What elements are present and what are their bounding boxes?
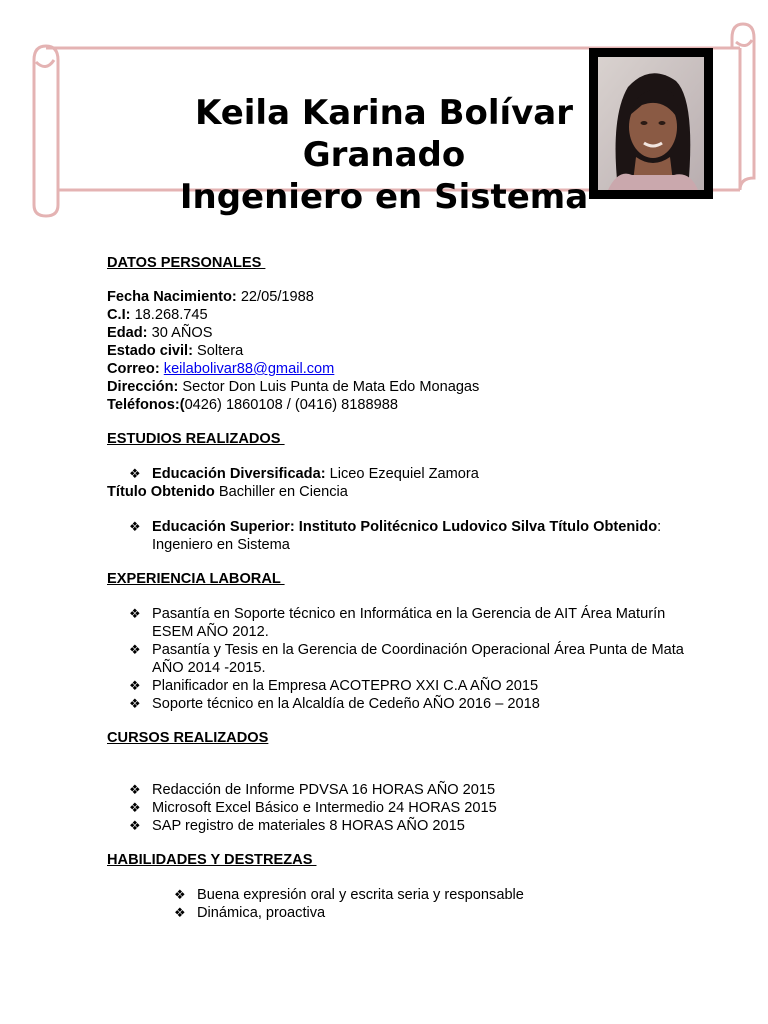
list-item: ❖ Pasantía y Tesis en la Gerencia de Coordinación Operacional Área Punta de Mata AÑO 2014 -2015.: [129, 642, 684, 676]
list-item: ❖ Dinámica, proactiva: [174, 905, 326, 921]
diamond-bullet-icon: ❖: [174, 905, 186, 920]
profession-title: Ingeniero en Sistema: [179, 177, 589, 217]
age-row: Edad: 30 AÑOS: [107, 325, 213, 341]
civil-status-row: Estado civil: Soltera: [107, 343, 244, 359]
courses-list: [107, 781, 707, 835]
list-item: ❖ Educación Superior: Instituto Politécnico Ludovico Silva Título Obtenido: Ingeniero en Sistema: [129, 519, 662, 553]
studies-list: [107, 465, 707, 483]
degree-row: Título Obtenido Bachiller en Ciencia: [107, 484, 348, 500]
list-item: ❖ Buena expresión oral y escrita seria y responsable: [174, 887, 524, 903]
section-heading-studies: ESTUDIOS REALIZADOS: [107, 431, 285, 447]
section-heading-personal: DATOS PERSONALES: [107, 255, 266, 271]
email-link[interactable]: keilabolivar88@gmail.com: [163, 361, 335, 377]
profile-photo: [589, 48, 713, 199]
list-item: ❖ Educación Diversificada: Liceo Ezequiel Zamora: [129, 466, 479, 482]
diamond-bullet-icon: ❖: [129, 519, 141, 534]
diamond-bullet-icon: ❖: [129, 606, 141, 621]
studies-list-2: [107, 518, 707, 554]
portrait-image: [598, 57, 704, 190]
diamond-bullet-icon: ❖: [174, 887, 186, 902]
diamond-bullet-icon: ❖: [129, 800, 141, 815]
list-item: ❖ Planificador en la Empresa ACOTEPRO XXI C.A AÑO 2015: [129, 678, 539, 694]
diamond-bullet-icon: ❖: [129, 696, 141, 711]
section-heading-skills: HABILIDADES Y DESTREZAS: [107, 852, 317, 868]
section-heading-courses: CURSOS REALIZADOS: [107, 730, 269, 746]
list-item: ❖ SAP registro de materiales 8 HORAS AÑO 2015: [129, 818, 465, 834]
phones-row: Teléfonos:(0426) 1860108 / (0416) 8188988: [107, 397, 398, 413]
name-header: [150, 92, 618, 218]
diamond-bullet-icon: ❖: [129, 642, 141, 657]
list-item: ❖ Pasantía en Soporte técnico en Informática en la Gerencia de AIT Área Maturín ESEM AÑO 2012.: [129, 606, 666, 640]
resume-body: [107, 254, 707, 922]
list-item: ❖ Redacción de Informe PDVSA 16 HORAS AÑO 2015: [129, 782, 496, 798]
list-item: ❖ Soporte técnico en la Alcaldía de Cedeño AÑO 2016 – 2018: [129, 696, 540, 712]
ci-row: C.I: 18.268.745: [107, 307, 208, 323]
skills-list: [107, 886, 707, 922]
diamond-bullet-icon: ❖: [129, 782, 141, 797]
experience-list: [107, 605, 707, 713]
email-row: Correo: keilabolivar88@gmail.com: [107, 361, 335, 377]
address-row: Dirección: Sector Don Luis Punta de Mata Edo Monagas: [107, 379, 480, 395]
diamond-bullet-icon: ❖: [129, 678, 141, 693]
diamond-bullet-icon: ❖: [129, 818, 141, 833]
diamond-bullet-icon: ❖: [129, 466, 141, 481]
birth-date-row: Fecha Nacimiento: 22/05/1988: [107, 289, 314, 305]
name-line-2: Granado: [302, 135, 466, 175]
list-item: ❖ Microsoft Excel Básico e Intermedio 24 HORAS 2015: [129, 800, 497, 816]
section-heading-experience: EXPERIENCIA LABORAL: [107, 571, 285, 587]
name-line-1: Keila Karina Bolívar: [194, 93, 574, 133]
